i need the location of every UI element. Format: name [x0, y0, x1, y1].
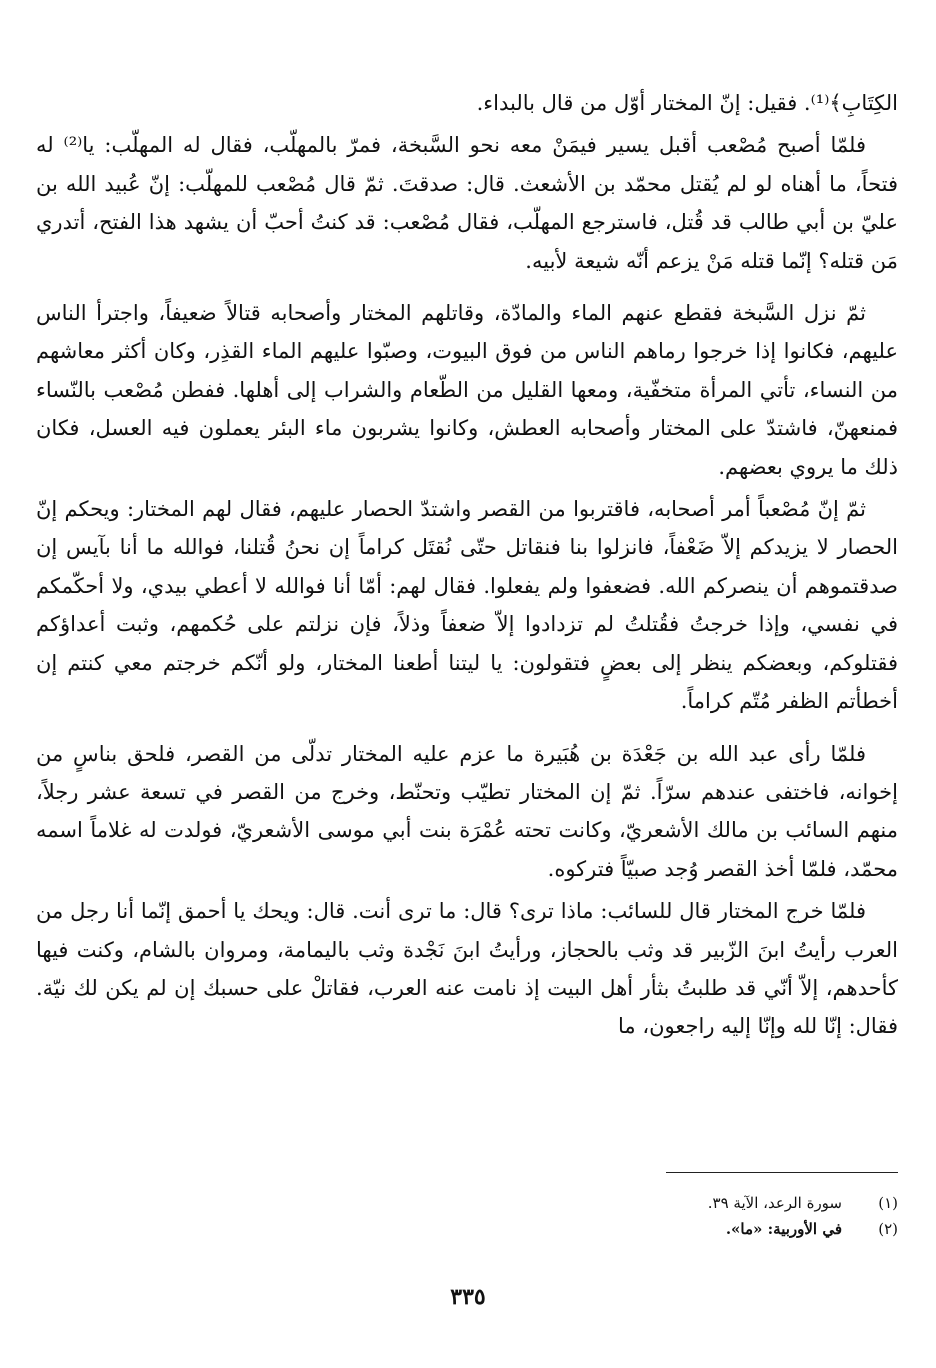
footnote — [298, 1216, 898, 1242]
page-number: ٣٣٥ — [450, 1284, 486, 1310]
paragraph-mukhtar-speech: ثمّ إنّ مُصْعباً أمر أصحابه، فاقتربوا من القصر واشتدّ الحصار عليهم، فقال لهم المختار: ويحكم إنّ الحصار لا يزيدكم إلاّ ضَعْفاً، فانزلوا بنا فنقاتل حتّى نُقتَل كراماً إن نحنُ قُتلنا، فوالله ما أنا بآيس إن صدقتموهم أن ينصركم الله. فضعفوا ولم يفعلوا. فقال لهم: أمّا أنا فوالله لا أعطي بيدي، ولا أحكّمكم في نفسي، وإذا خرجتُ فقُتلتُ لم تزدادوا إلاّ ضعفاً وذلاً، فإن نزلتم على حُكمهم، وثبت أعداؤكم فقتلوكم، وبعضكم ينظر إلى بعضٍ فتقولون: يا ليتنا أطعنا المختار، ولو أنّكم خرجتم معي كنتم إن أخطأتم الظفر مُتّم كراماً. — [36, 497, 898, 714]
paragraph-abdullah-escape: فلمّا رأى عبد الله بن جَعْدَة بن هُبَيرة ما عزم عليه المختار تدلّى من القصر، فلحق بناسٍ من إخوانه، فاختفى عندهم سرّاً. ثمّ إن المختار تطيّب وتحنّط، وخرج من القصر في تسعة عشر رجلاً، منهم السائب بن مالك الأشعريّ، وكانت تحته عُمْرَة بنت أبي موسى الأشعريّ، فولدت له غلاماً اسمه محمّد، فلمّا أخذ القصر وُجد صبيّاً فتركوه. — [36, 741, 898, 881]
footnote-text: في الأوربية: «ما». — [725, 1220, 842, 1238]
footnote-number: (٢) — [878, 1220, 898, 1238]
footnotes — [298, 1190, 898, 1242]
paragraph-mukhtar-sayib: فلمّا خرج المختار قال للسائب: ماذا ترى؟ قال: ما ترى أنت. قال: ويحك يا أحمق إنّما أنا رجل من العرب رأيتُ ابنَ الزّبير قد وثب بالحجاز، ورأيتُ ابنَ نَجْدة وثب باليمامة، ومروان بالشام، وكنت فيها كأحدهم، إلاّ أنّي قد طلبتُ بثأر أهل البيت إذ نامت عنه العرب، فقاتلْ على حسبك إن لم يكن لك نيّة. فقال: إنّا لله وإنّا إليه راجعون، ما — [36, 899, 898, 1039]
paragraph-siege-sabkha: ثمّ نزل السَّبخة فقطع عنهم الماء والمادّة، وقاتلهم المختار وأصحابه قتالاً ضعيفاً، واجترأ الناس عليهم، فكانوا إذا خرجوا رماهم الناس من فوق البيوت، وصبّوا عليهم الماء القذِر، وكان أكثر معاشهم من النساء، تأتي المرأة متخفّية، ومعها القليل من الطّعام والشراب إلى أهلها. ففطن مُصْعب بالنّساء فمنعهنّ، فاشتدّ على المختار وأصحابه العطش، وكانوا يشربون ماء البئر يعملون فيه العسل، فكان ذلك ما يروي بعضهم. — [36, 301, 898, 479]
footnote-divider — [666, 1172, 898, 1173]
paragraph-musab-morning: فلمّا أصبح مُصْعب أقبل يسير فيمَنْ معه نحو السَّبخة، فمرّ بالمهلّب، فقال له المهلّب: يا⁽²⁾ له فتحاً، ما أهناه لو لم يُقتل محمّد بن الأشعث. قال: صدقتَ. ثمّ قال مُصْعب للمهلّب: إنّ عُبيد الله بن عليّ بن أبي طالب قد قُتل، فاسترجع المهلّب، فقال مُصْعب: قد كنتُ أحبّ أن يشهد هذا الفتح، أتدري مَن قتله؟ إنّما قتله مَنْ يزعم أنّه شيعة لأبيه. — [36, 133, 898, 273]
footnote — [298, 1190, 898, 1216]
footnote-number: (١) — [878, 1194, 898, 1212]
main-text — [36, 84, 898, 1046]
paragraph-continuation: الكِتَابِ﴾⁽¹⁾. فقيل: إنّ المختار أوّل من قال بالبداء. — [476, 91, 898, 115]
footnote-text: سورة الرعد، الآية ٣٩. — [707, 1194, 842, 1212]
